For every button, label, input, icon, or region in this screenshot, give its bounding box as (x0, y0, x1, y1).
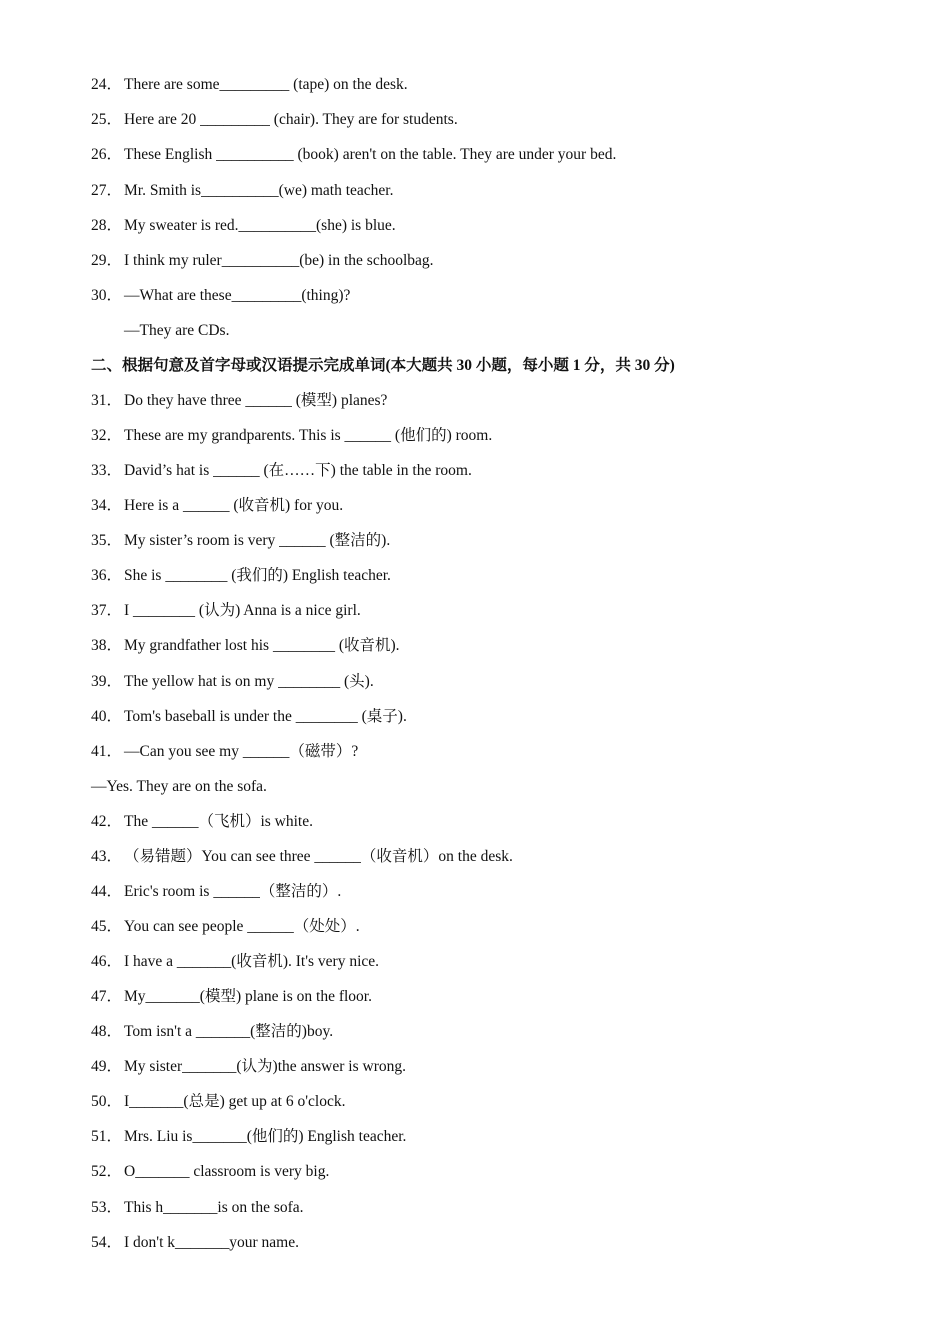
question-49 (91, 1057, 406, 1077)
question-number: 52． (91, 1163, 123, 1180)
question-text: These are my grandparents. This is ______ (他们的) room. (124, 427, 493, 444)
question-text: David’s hat is ______ (在……下) the table in the room. (124, 462, 472, 479)
question-36 (91, 566, 391, 586)
question-38 (91, 636, 400, 656)
question-number: 31． (91, 392, 123, 409)
question-26 (91, 145, 616, 165)
question-number: 33． (91, 462, 123, 479)
question-25 (91, 110, 458, 130)
question-number: 36． (91, 567, 123, 584)
question-48 (91, 1022, 333, 1042)
question-text: —Can you see my ______（磁带）? (124, 743, 359, 760)
question-text: Here are 20 _________ (chair). They are for students. (124, 111, 458, 128)
question-27 (91, 181, 394, 201)
question-37 (91, 601, 361, 621)
question-text: These English __________ (book) aren't on the table. They are under your bed. (124, 146, 617, 163)
question-52 (91, 1162, 329, 1182)
question-text: My sister_______(认为)the answer is wrong. (124, 1058, 406, 1075)
question-number: 46． (91, 953, 123, 970)
question-text: I ________ (认为) Anna is a nice girl. (124, 602, 361, 619)
question-54 (91, 1233, 299, 1253)
question-text: Eric's room is ______（整洁的）. (124, 883, 342, 900)
question-number: 24． (91, 76, 123, 93)
question-46 (91, 952, 379, 972)
question-text: My sweater is red.__________(she) is blue. (124, 217, 396, 234)
question-number: 32． (91, 427, 123, 444)
section-heading: 二、根据句意及首字母或汉语提示完成单词(本大题共 30 小题，每小题 1 分，共 30 分) (91, 357, 675, 374)
question-51 (91, 1127, 406, 1147)
question-text: The ______（飞机）is white. (124, 813, 313, 830)
question-number: 39． (91, 673, 123, 690)
question-text: I think my ruler__________(be) in the schoolbag. (124, 252, 434, 269)
question-42 (91, 812, 313, 832)
question-53 (91, 1198, 304, 1218)
question-number: 48． (91, 1023, 123, 1040)
question-39 (91, 672, 374, 692)
question-number: 40． (91, 708, 123, 725)
question-number: 53． (91, 1199, 123, 1216)
question-text: My sister’s room is very ______ (整洁的). (124, 532, 391, 549)
question-text: Tom isn't a _______(整洁的)boy. (124, 1023, 334, 1040)
question-number: 35． (91, 532, 123, 549)
question-text: Here is a ______ (收音机) for you. (124, 497, 344, 514)
question-text: There are some_________ (tape) on the desk. (124, 76, 408, 93)
question-number: 43． (91, 848, 123, 865)
question-50 (91, 1092, 345, 1112)
question-34 (91, 496, 343, 516)
question-30-answer-line: —They are CDs. (124, 322, 230, 339)
question-47 (91, 987, 372, 1007)
question-number: 47． (91, 988, 123, 1005)
question-text: The yellow hat is on my ________ (头). (124, 673, 374, 690)
question-number: 41． (91, 743, 123, 760)
question-30 (91, 286, 350, 306)
question-32 (91, 426, 492, 446)
question-text: O_______ classroom is very big. (124, 1163, 330, 1180)
question-number: 51． (91, 1128, 123, 1145)
question-text: —What are these_________(thing)? (124, 287, 351, 304)
question-text: I_______(总是) get up at 6 o'clock. (124, 1093, 346, 1110)
question-number: 37． (91, 602, 123, 619)
question-number: 34． (91, 497, 123, 514)
question-41 (91, 742, 358, 762)
question-number: 54． (91, 1234, 123, 1251)
question-28 (91, 216, 396, 236)
question-text: This h_______is on the sofa. (124, 1199, 304, 1216)
question-44 (91, 882, 341, 902)
question-number: 38． (91, 637, 123, 654)
question-text: Mr. Smith is__________(we) math teacher. (124, 182, 394, 199)
question-text: My grandfather lost his ________ (收音机). (124, 637, 400, 654)
question-number: 26． (91, 146, 123, 163)
question-number: 29． (91, 252, 123, 269)
question-text: You can see people ______（处处）. (124, 918, 360, 935)
question-number: 44． (91, 883, 123, 900)
question-text: Do they have three ______ (模型) planes? (124, 392, 388, 409)
question-45 (91, 917, 360, 937)
question-number: 27． (91, 182, 123, 199)
question-number: 25． (91, 111, 123, 128)
question-text: I have a _______(收音机). It's very nice. (124, 953, 380, 970)
question-number: 49． (91, 1058, 123, 1075)
question-number: 50． (91, 1093, 123, 1110)
question-text: I don't k_______your name. (124, 1234, 299, 1251)
question-text: My_______(模型) plane is on the floor. (124, 988, 372, 1005)
question-31 (91, 391, 387, 411)
question-29 (91, 251, 434, 271)
question-number: 42． (91, 813, 123, 830)
question-33 (91, 461, 472, 481)
question-40 (91, 707, 407, 727)
question-41-answer-line: —Yes. They are on the sofa. (91, 778, 267, 795)
question-text: （易错题）You can see three ______（收音机）on the desk. (124, 848, 513, 865)
question-text: Mrs. Liu is_______(他们的) English teacher. (124, 1128, 407, 1145)
question-number: 28． (91, 217, 123, 234)
question-number: 45． (91, 918, 123, 935)
question-24 (91, 75, 408, 95)
question-text: Tom's baseball is under the ________ (桌子). (124, 708, 407, 725)
question-number: 30． (91, 287, 123, 304)
question-text: She is ________ (我们的) English teacher. (124, 567, 391, 584)
question-43 (91, 847, 513, 867)
question-35 (91, 531, 390, 551)
